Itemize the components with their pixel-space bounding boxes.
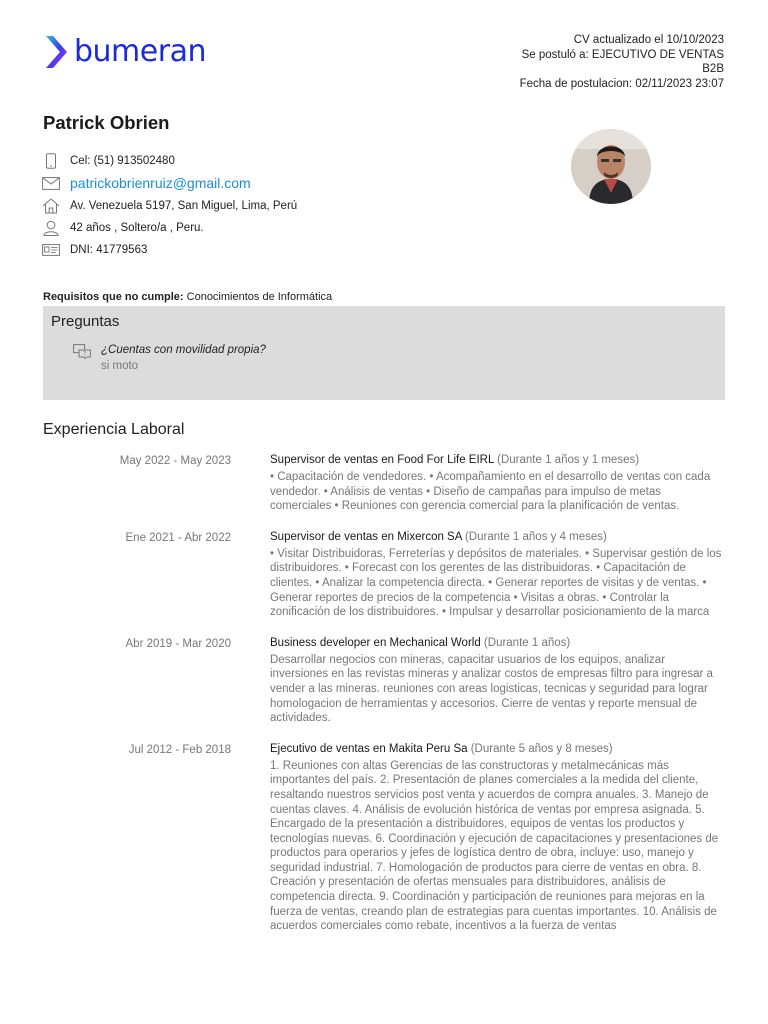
job-entry — [43, 530, 725, 620]
job-duration: (Durante 1 años y 1 meses) — [493, 454, 640, 466]
chat-bubble-icon — [73, 344, 91, 364]
application-date: Fecha de postulacion: 02/11/2023 23:07 — [519, 77, 724, 90]
home-icon — [41, 198, 60, 214]
unmet-requirements — [43, 291, 332, 303]
address-row — [41, 195, 297, 217]
avatar — [571, 129, 651, 204]
unmet-requirements-label: Requisitos que no cumple: — [43, 291, 184, 303]
application-meta — [520, 33, 724, 91]
mail-icon — [41, 175, 60, 191]
job-title-text: Supervisor de ventas en Mixercon SA — [270, 530, 462, 543]
job-title-text: Supervisor de ventas en Food For Life EIRL — [270, 454, 494, 466]
bumeran-logo — [42, 34, 206, 70]
question-text: ¿Cuentas con movilidad propia? — [101, 344, 266, 356]
job-title — [270, 453, 725, 468]
job-title-text: Business developer en Mechanical World — [270, 636, 481, 649]
questions-panel — [43, 306, 725, 400]
job-duration: (Durante 5 años y 8 meses) — [467, 742, 613, 755]
svg-text:?: ? — [83, 350, 87, 358]
job-title-text: Ejecutivo de ventas en Makita Peru Sa — [270, 742, 468, 755]
avatar-photo — [571, 129, 651, 204]
questions-title: Preguntas — [51, 313, 120, 330]
personal-row — [41, 217, 297, 239]
job-date: Jul 2012 - Feb 2018 — [128, 743, 231, 756]
job-description: • Capacitación de vendedores. • Acompañamiento en el desarrollo de ventas con cada vendedor. • Análisis de ventas • Diseño de campañas para impulso de metas comerciales • Reuniones con gerencia comercial para la planificación de ventas. — [270, 471, 711, 513]
unmet-requirements-value: Conocimientos de Informática — [183, 291, 333, 303]
job-entry — [43, 453, 725, 514]
job-date: May 2022 - May 2023 — [119, 455, 231, 467]
answer-text: si moto — [101, 360, 139, 372]
job-description: • Visitar Distribuidoras, Ferreterías y depósitos de materiales. • Supervisar gestión de los distribuidores. • Forecast con los gerentes de las distribuidoras. • Capacitación de clientes. • Analizar la competencia directa. • Generar reportes de visitas y de ventas. • Generar reportes de precios de la competencia • Visitas a obras. • Controlar la zonificación de los distribuidores. • Impulsar y desarrollar posicionamiento de la marca — [270, 547, 722, 619]
applied-position-line1: Se postuló a: EJECUTIVO DE VENTAS — [521, 48, 724, 61]
dni-row — [41, 239, 297, 261]
email-row — [41, 172, 297, 194]
job-description: Desarrollar negocios con mineras, capacitar usuarios de los equipos, analizar inversiones en las revistas mineras y analizar costos de empresas filtro para ingresar a vender a las mineras. reuniones con areas logisticas, tecnicas y seguridad para lograr homologacion de herramientas y accesorios. Cierre de ventas y reporte mensual de actividades. — [270, 653, 713, 725]
address-text: Av. Venezuela 5197, San Miguel, Lima, Perú — [70, 199, 298, 212]
job-date: Abr 2019 - Mar 2020 — [125, 637, 231, 650]
job-title — [270, 530, 725, 545]
id-card-icon — [41, 242, 60, 258]
email-link[interactable]: patrickobrienruiz@gmail.com — [70, 175, 251, 192]
job-duration: (Durante 1 años) — [480, 636, 571, 649]
phone-row — [41, 150, 297, 172]
contact-info — [41, 150, 297, 261]
job-date: Ene 2021 - Abr 2022 — [125, 531, 231, 544]
brand-name: bumeran — [74, 34, 206, 69]
phone-icon — [41, 153, 60, 169]
cv-updated: CV actualizado el 10/10/2023 — [573, 34, 724, 46]
user-icon — [41, 220, 60, 236]
candidate-name: Patrick Obrien — [43, 112, 170, 133]
experience-list — [43, 453, 725, 950]
dni-text: DNI: 41779563 — [70, 244, 148, 257]
experience-title: Experiencia Laboral — [43, 421, 185, 438]
job-description: 1. Reuniones con altas Gerencias de las constructoras y metalmecánicas más importantes del país. 2. Presentación de planes comerciales a la medida del cliente, resaltando nuestros servicios post venta y acuerdos de compra anuales. 3. Manejo de cuentas claves. 4. Análisis de evolución histórica de ventas por empresa asignada. 5. Encargado de la presentación a distribuidores, equipos de ventas los productos y tecnologías nuevas. 6. Coordinación y ejecución de capacitaciones y presentaciones de productos para operarios y jefes de logística dentro de obra, incluye: uso, manejo y seguridad industrial. 7. Homologación de productos para cierre de ventas en obra. 8. Creación y presentación de ofertas mensuales para distribuidores, análisis de competencia directa. 9. Coordinación y participación de reuniones para mejoras en la fuerza de ventas, creando plan de estrategias para cuentas importantes. 10. Análisis de acuerdos comerciales como rebate, incentivos a la fuerza de ventas — [270, 759, 719, 933]
job-title — [270, 636, 725, 651]
personal-text: 42 años , Soltero/a , Peru. — [70, 222, 204, 235]
job-duration: (Durante 1 años y 4 meses) — [461, 530, 607, 543]
bumeran-logo-icon — [42, 34, 70, 70]
job-entry — [43, 636, 725, 726]
job-title — [270, 742, 725, 757]
job-entry — [43, 742, 725, 934]
phone-text: Cel: (51) 913502480 — [70, 155, 175, 168]
applied-position-line2: B2B — [702, 63, 724, 76]
